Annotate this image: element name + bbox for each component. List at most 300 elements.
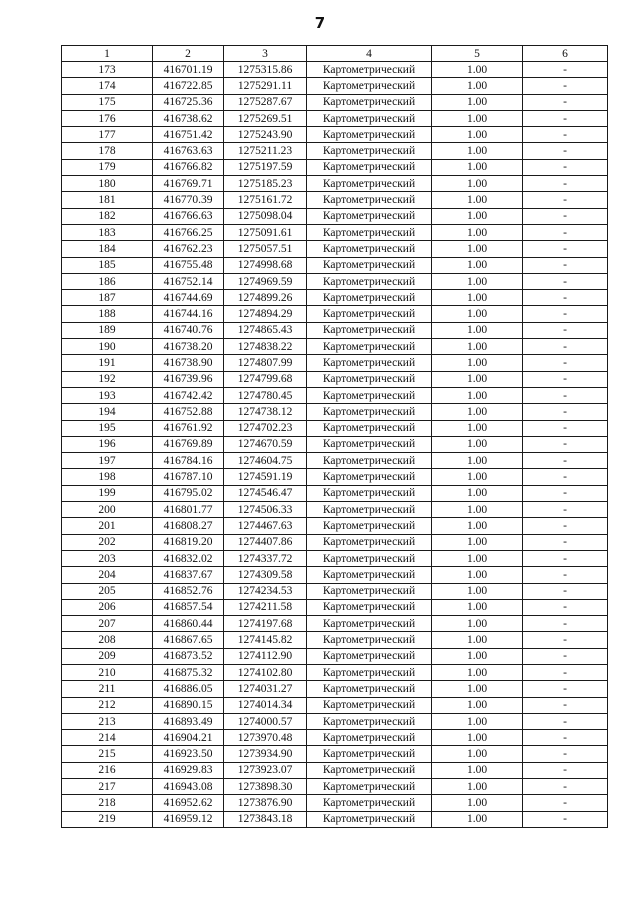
y-coordinate-cell: 1273923.07: [224, 762, 307, 778]
accuracy-cell: 1.00: [432, 143, 523, 159]
accuracy-cell: 1.00: [432, 355, 523, 371]
point-number-cell: 189: [62, 322, 153, 338]
x-coordinate-cell: 416740.76: [153, 322, 224, 338]
y-coordinate-cell: 1275211.23: [224, 143, 307, 159]
point-number-cell: 218: [62, 795, 153, 811]
y-coordinate-cell: 1275291.11: [224, 78, 307, 94]
accuracy-cell: 1.00: [432, 127, 523, 143]
point-number-cell: 180: [62, 176, 153, 192]
method-cell: Картометрический: [307, 94, 432, 110]
note-cell: -: [523, 550, 608, 566]
x-coordinate-cell: 416837.67: [153, 567, 224, 583]
x-coordinate-cell: 416795.02: [153, 485, 224, 501]
x-coordinate-cell: 416725.36: [153, 94, 224, 110]
x-coordinate-cell: 416701.19: [153, 62, 224, 78]
method-cell: Картометрический: [307, 502, 432, 518]
x-coordinate-cell: 416744.16: [153, 306, 224, 322]
method-cell: Картометрический: [307, 322, 432, 338]
table-row: [62, 404, 608, 420]
y-coordinate-cell: 1275269.51: [224, 110, 307, 126]
table-row: [62, 811, 608, 827]
table-row: [62, 110, 608, 126]
accuracy-cell: 1.00: [432, 371, 523, 387]
method-cell: Картометрический: [307, 176, 432, 192]
accuracy-cell: 1.00: [432, 306, 523, 322]
x-coordinate-cell: 416769.71: [153, 176, 224, 192]
x-coordinate-cell: 416875.32: [153, 664, 224, 680]
table-row: [62, 306, 608, 322]
note-cell: -: [523, 387, 608, 403]
table-row: [62, 241, 608, 257]
point-number-cell: 214: [62, 730, 153, 746]
y-coordinate-cell: 1273934.90: [224, 746, 307, 762]
accuracy-cell: 1.00: [432, 713, 523, 729]
method-cell: Картометрический: [307, 224, 432, 240]
point-number-cell: 176: [62, 110, 153, 126]
y-coordinate-cell: 1274197.68: [224, 616, 307, 632]
table-row: [62, 632, 608, 648]
table-row: [62, 355, 608, 371]
note-cell: -: [523, 94, 608, 110]
note-cell: -: [523, 795, 608, 811]
method-cell: Картометрический: [307, 306, 432, 322]
method-cell: Картометрический: [307, 127, 432, 143]
point-number-cell: 195: [62, 420, 153, 436]
method-cell: Картометрический: [307, 404, 432, 420]
accuracy-cell: 1.00: [432, 762, 523, 778]
y-coordinate-cell: 1274807.99: [224, 355, 307, 371]
method-cell: Картометрический: [307, 387, 432, 403]
note-cell: -: [523, 371, 608, 387]
note-cell: -: [523, 648, 608, 664]
point-number-cell: 188: [62, 306, 153, 322]
table-row: [62, 94, 608, 110]
x-coordinate-cell: 416890.15: [153, 697, 224, 713]
y-coordinate-cell: 1275098.04: [224, 208, 307, 224]
accuracy-cell: 1.00: [432, 208, 523, 224]
table-row: [62, 583, 608, 599]
y-coordinate-cell: 1274780.45: [224, 387, 307, 403]
note-cell: -: [523, 224, 608, 240]
accuracy-cell: 1.00: [432, 502, 523, 518]
note-cell: -: [523, 746, 608, 762]
method-cell: Картометрический: [307, 681, 432, 697]
method-cell: Картометрический: [307, 534, 432, 550]
y-coordinate-cell: 1275161.72: [224, 192, 307, 208]
point-number-cell: 211: [62, 681, 153, 697]
accuracy-cell: 1.00: [432, 485, 523, 501]
point-number-cell: 198: [62, 469, 153, 485]
y-coordinate-cell: 1274014.34: [224, 697, 307, 713]
header-cell-3: 3: [224, 46, 307, 62]
method-cell: Картометрический: [307, 453, 432, 469]
accuracy-cell: 1.00: [432, 290, 523, 306]
point-number-cell: 194: [62, 404, 153, 420]
table-row: [62, 143, 608, 159]
method-cell: Картометрический: [307, 730, 432, 746]
y-coordinate-cell: 1274546.47: [224, 485, 307, 501]
method-cell: Картометрический: [307, 208, 432, 224]
x-coordinate-cell: 416860.44: [153, 616, 224, 632]
note-cell: -: [523, 730, 608, 746]
x-coordinate-cell: 416739.96: [153, 371, 224, 387]
method-cell: Картометрический: [307, 583, 432, 599]
table-row: [62, 697, 608, 713]
point-number-cell: 207: [62, 616, 153, 632]
accuracy-cell: 1.00: [432, 469, 523, 485]
accuracy-cell: 1.00: [432, 387, 523, 403]
note-cell: -: [523, 420, 608, 436]
x-coordinate-cell: 416959.12: [153, 811, 224, 827]
note-cell: -: [523, 257, 608, 273]
point-number-cell: 193: [62, 387, 153, 403]
note-cell: -: [523, 534, 608, 550]
note-cell: -: [523, 469, 608, 485]
x-coordinate-cell: 416755.48: [153, 257, 224, 273]
accuracy-cell: 1.00: [432, 697, 523, 713]
x-coordinate-cell: 416886.05: [153, 681, 224, 697]
method-cell: Картометрический: [307, 143, 432, 159]
accuracy-cell: 1.00: [432, 795, 523, 811]
accuracy-cell: 1.00: [432, 94, 523, 110]
table-row: [62, 273, 608, 289]
x-coordinate-cell: 416787.10: [153, 469, 224, 485]
y-coordinate-cell: 1275197.59: [224, 159, 307, 175]
y-coordinate-cell: 1273898.30: [224, 779, 307, 795]
note-cell: -: [523, 518, 608, 534]
accuracy-cell: 1.00: [432, 453, 523, 469]
point-number-cell: 183: [62, 224, 153, 240]
y-coordinate-cell: 1274467.63: [224, 518, 307, 534]
point-number-cell: 175: [62, 94, 153, 110]
table-row: [62, 648, 608, 664]
x-coordinate-cell: 416738.62: [153, 110, 224, 126]
table-header: [62, 46, 608, 62]
point-number-cell: 191: [62, 355, 153, 371]
method-cell: Картометрический: [307, 518, 432, 534]
point-number-cell: 202: [62, 534, 153, 550]
table-row: [62, 713, 608, 729]
coordinates-table: [61, 45, 608, 828]
point-number-cell: 177: [62, 127, 153, 143]
y-coordinate-cell: 1274112.90: [224, 648, 307, 664]
note-cell: -: [523, 290, 608, 306]
method-cell: Картометрический: [307, 339, 432, 355]
accuracy-cell: 1.00: [432, 273, 523, 289]
accuracy-cell: 1.00: [432, 550, 523, 566]
y-coordinate-cell: 1274865.43: [224, 322, 307, 338]
y-coordinate-cell: 1274998.68: [224, 257, 307, 273]
table-row: [62, 257, 608, 273]
accuracy-cell: 1.00: [432, 746, 523, 762]
table-row: [62, 290, 608, 306]
point-number-cell: 199: [62, 485, 153, 501]
note-cell: -: [523, 567, 608, 583]
table-row: [62, 485, 608, 501]
point-number-cell: 186: [62, 273, 153, 289]
note-cell: -: [523, 192, 608, 208]
method-cell: Картометрический: [307, 371, 432, 387]
x-coordinate-cell: 416766.25: [153, 224, 224, 240]
accuracy-cell: 1.00: [432, 583, 523, 599]
method-cell: Картометрический: [307, 192, 432, 208]
method-cell: Картометрический: [307, 567, 432, 583]
x-coordinate-cell: 416761.92: [153, 420, 224, 436]
point-number-cell: 181: [62, 192, 153, 208]
note-cell: -: [523, 502, 608, 518]
y-coordinate-cell: 1274000.57: [224, 713, 307, 729]
note-cell: -: [523, 62, 608, 78]
method-cell: Картометрический: [307, 110, 432, 126]
point-number-cell: 203: [62, 550, 153, 566]
table-row: [62, 436, 608, 452]
accuracy-cell: 1.00: [432, 534, 523, 550]
x-coordinate-cell: 416763.63: [153, 143, 224, 159]
accuracy-cell: 1.00: [432, 322, 523, 338]
point-number-cell: 210: [62, 664, 153, 680]
point-number-cell: 182: [62, 208, 153, 224]
accuracy-cell: 1.00: [432, 779, 523, 795]
x-coordinate-cell: 416762.23: [153, 241, 224, 257]
accuracy-cell: 1.00: [432, 664, 523, 680]
header-cell-4: 4: [307, 46, 432, 62]
point-number-cell: 179: [62, 159, 153, 175]
method-cell: Картометрический: [307, 550, 432, 566]
accuracy-cell: 1.00: [432, 404, 523, 420]
table-row: [62, 322, 608, 338]
method-cell: Картометрический: [307, 697, 432, 713]
method-cell: Картометрический: [307, 241, 432, 257]
point-number-cell: 200: [62, 502, 153, 518]
y-coordinate-cell: 1274506.33: [224, 502, 307, 518]
x-coordinate-cell: 416943.08: [153, 779, 224, 795]
table-body: [62, 62, 608, 828]
point-number-cell: 173: [62, 62, 153, 78]
x-coordinate-cell: 416752.14: [153, 273, 224, 289]
point-number-cell: 217: [62, 779, 153, 795]
note-cell: -: [523, 176, 608, 192]
y-coordinate-cell: 1275185.23: [224, 176, 307, 192]
method-cell: Картометрический: [307, 485, 432, 501]
point-number-cell: 197: [62, 453, 153, 469]
header-row: [62, 46, 608, 62]
accuracy-cell: 1.00: [432, 224, 523, 240]
note-cell: -: [523, 306, 608, 322]
y-coordinate-cell: 1274309.58: [224, 567, 307, 583]
method-cell: Картометрический: [307, 811, 432, 827]
table-row: [62, 502, 608, 518]
method-cell: Картометрический: [307, 159, 432, 175]
note-cell: -: [523, 208, 608, 224]
x-coordinate-cell: 416952.62: [153, 795, 224, 811]
x-coordinate-cell: 416784.16: [153, 453, 224, 469]
note-cell: -: [523, 273, 608, 289]
point-number-cell: 213: [62, 713, 153, 729]
point-number-cell: 219: [62, 811, 153, 827]
note-cell: -: [523, 159, 608, 175]
note-cell: -: [523, 599, 608, 615]
method-cell: Картометрический: [307, 664, 432, 680]
table-row: [62, 779, 608, 795]
accuracy-cell: 1.00: [432, 110, 523, 126]
note-cell: -: [523, 127, 608, 143]
accuracy-cell: 1.00: [432, 681, 523, 697]
x-coordinate-cell: 416893.49: [153, 713, 224, 729]
method-cell: Картометрический: [307, 779, 432, 795]
note-cell: -: [523, 616, 608, 632]
table-row: [62, 420, 608, 436]
header-cell-2: 2: [153, 46, 224, 62]
note-cell: -: [523, 681, 608, 697]
note-cell: -: [523, 453, 608, 469]
x-coordinate-cell: 416904.21: [153, 730, 224, 746]
y-coordinate-cell: 1275315.86: [224, 62, 307, 78]
accuracy-cell: 1.00: [432, 811, 523, 827]
y-coordinate-cell: 1274702.23: [224, 420, 307, 436]
note-cell: -: [523, 355, 608, 371]
y-coordinate-cell: 1275091.61: [224, 224, 307, 240]
point-number-cell: 187: [62, 290, 153, 306]
y-coordinate-cell: 1274234.53: [224, 583, 307, 599]
point-number-cell: 206: [62, 599, 153, 615]
y-coordinate-cell: 1274838.22: [224, 339, 307, 355]
y-coordinate-cell: 1274894.29: [224, 306, 307, 322]
method-cell: Картометрический: [307, 713, 432, 729]
x-coordinate-cell: 416808.27: [153, 518, 224, 534]
x-coordinate-cell: 416873.52: [153, 648, 224, 664]
point-number-cell: 205: [62, 583, 153, 599]
accuracy-cell: 1.00: [432, 730, 523, 746]
accuracy-cell: 1.00: [432, 518, 523, 534]
x-coordinate-cell: 416738.20: [153, 339, 224, 355]
point-number-cell: 178: [62, 143, 153, 159]
table-row: [62, 599, 608, 615]
method-cell: Картометрический: [307, 599, 432, 615]
y-coordinate-cell: 1274031.27: [224, 681, 307, 697]
y-coordinate-cell: 1274670.59: [224, 436, 307, 452]
method-cell: Картометрический: [307, 62, 432, 78]
method-cell: Картометрический: [307, 795, 432, 811]
point-number-cell: 215: [62, 746, 153, 762]
method-cell: Картометрический: [307, 762, 432, 778]
method-cell: Картометрический: [307, 273, 432, 289]
y-coordinate-cell: 1274407.86: [224, 534, 307, 550]
point-number-cell: 185: [62, 257, 153, 273]
accuracy-cell: 1.00: [432, 567, 523, 583]
y-coordinate-cell: 1274591.19: [224, 469, 307, 485]
accuracy-cell: 1.00: [432, 420, 523, 436]
y-coordinate-cell: 1273970.48: [224, 730, 307, 746]
y-coordinate-cell: 1274145.82: [224, 632, 307, 648]
x-coordinate-cell: 416751.42: [153, 127, 224, 143]
table-row: [62, 387, 608, 403]
point-number-cell: 212: [62, 697, 153, 713]
x-coordinate-cell: 416766.63: [153, 208, 224, 224]
y-coordinate-cell: 1274337.72: [224, 550, 307, 566]
note-cell: -: [523, 339, 608, 355]
method-cell: Картометрический: [307, 436, 432, 452]
accuracy-cell: 1.00: [432, 616, 523, 632]
note-cell: -: [523, 632, 608, 648]
method-cell: Картометрический: [307, 78, 432, 94]
point-number-cell: 192: [62, 371, 153, 387]
page-number: 7: [314, 14, 326, 32]
accuracy-cell: 1.00: [432, 257, 523, 273]
x-coordinate-cell: 416801.77: [153, 502, 224, 518]
point-number-cell: 201: [62, 518, 153, 534]
accuracy-cell: 1.00: [432, 599, 523, 615]
y-coordinate-cell: 1274604.75: [224, 453, 307, 469]
table-row: [62, 127, 608, 143]
method-cell: Картометрический: [307, 355, 432, 371]
table-row: [62, 730, 608, 746]
table-row: [62, 795, 608, 811]
note-cell: -: [523, 322, 608, 338]
note-cell: -: [523, 241, 608, 257]
table-row: [62, 371, 608, 387]
point-number-cell: 190: [62, 339, 153, 355]
y-coordinate-cell: 1273843.18: [224, 811, 307, 827]
note-cell: -: [523, 664, 608, 680]
accuracy-cell: 1.00: [432, 159, 523, 175]
method-cell: Картометрический: [307, 746, 432, 762]
table-row: [62, 453, 608, 469]
y-coordinate-cell: 1273876.90: [224, 795, 307, 811]
x-coordinate-cell: 416929.83: [153, 762, 224, 778]
point-number-cell: 174: [62, 78, 153, 94]
note-cell: -: [523, 779, 608, 795]
table-row: [62, 339, 608, 355]
table-row: [62, 469, 608, 485]
y-coordinate-cell: 1274969.59: [224, 273, 307, 289]
header-cell-6: 6: [523, 46, 608, 62]
x-coordinate-cell: 416722.85: [153, 78, 224, 94]
table-row: [62, 159, 608, 175]
header-cell-5: 5: [432, 46, 523, 62]
note-cell: -: [523, 762, 608, 778]
y-coordinate-cell: 1275287.67: [224, 94, 307, 110]
table-row: [62, 62, 608, 78]
accuracy-cell: 1.00: [432, 176, 523, 192]
accuracy-cell: 1.00: [432, 632, 523, 648]
method-cell: Картометрический: [307, 290, 432, 306]
y-coordinate-cell: 1274102.80: [224, 664, 307, 680]
table-row: [62, 664, 608, 680]
y-coordinate-cell: 1274211.58: [224, 599, 307, 615]
table-row: [62, 550, 608, 566]
x-coordinate-cell: 416857.54: [153, 599, 224, 615]
x-coordinate-cell: 416867.65: [153, 632, 224, 648]
table-row: [62, 78, 608, 94]
table-row: [62, 208, 608, 224]
x-coordinate-cell: 416923.50: [153, 746, 224, 762]
accuracy-cell: 1.00: [432, 62, 523, 78]
table-row: [62, 534, 608, 550]
table-row: [62, 176, 608, 192]
header-cell-1: 1: [62, 46, 153, 62]
note-cell: -: [523, 697, 608, 713]
method-cell: Картометрический: [307, 469, 432, 485]
table-row: [62, 746, 608, 762]
accuracy-cell: 1.00: [432, 192, 523, 208]
x-coordinate-cell: 416744.69: [153, 290, 224, 306]
accuracy-cell: 1.00: [432, 648, 523, 664]
point-number-cell: 184: [62, 241, 153, 257]
accuracy-cell: 1.00: [432, 436, 523, 452]
y-coordinate-cell: 1275057.51: [224, 241, 307, 257]
y-coordinate-cell: 1274799.68: [224, 371, 307, 387]
point-number-cell: 196: [62, 436, 153, 452]
